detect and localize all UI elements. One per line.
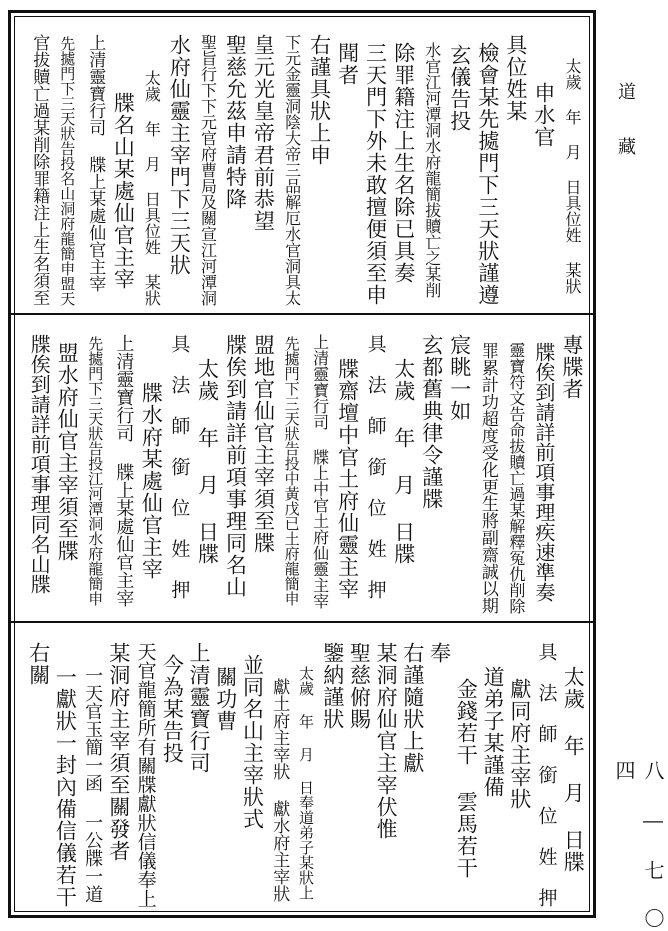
text-column: 先㨿門下三天狀告投中黃戊已土府龍簡申 (282, 336, 301, 606)
text-column: 水官江河潭洞水府龍簡拔贖亡之某削 (422, 42, 442, 298)
text-column: 先㨿門下三天狀告投江河潭洞水府龍簡申 (86, 336, 105, 606)
text-column: 某洞府主宰須至關發者 (106, 642, 131, 862)
text-column: 具 法 師 銜 位 姓 押 (364, 334, 387, 599)
text-column: 罪累計功超度受化更生將副齋誠以期 (477, 342, 498, 614)
text-column: 右謹隨狀上獻 (400, 642, 425, 774)
text-column: 太歲 年 月 日牒 (561, 666, 586, 873)
text-column: 上清靈寶行司 牒上某處仙官主宰 (113, 334, 135, 607)
text-column: 奉 (427, 642, 452, 664)
text-column: 上清靈寶行司 (187, 642, 212, 774)
text-column: 聖慈俯賜 (347, 642, 372, 730)
text-column: 牒俟到請詳前項事理同名山牒 (27, 334, 52, 594)
text-column: 上清靈寶行司 牒上中官土府仙靈主宰 (310, 334, 330, 609)
section-divider-2 (8, 621, 596, 623)
text-column: 太歲 年 月 日牒 (195, 358, 220, 565)
text-column: 下元金靈洞陰大帝三品解厄水官洞具太 (282, 34, 302, 306)
text-column: 道弟子某謹備 (481, 666, 506, 798)
text-column: 上清靈寶行司 牒上某處仙官主宰 (85, 34, 106, 292)
text-column: 天官龍簡所有關牒獻狀信儀奉上 (134, 642, 157, 908)
text-column: 右謹具狀上申 (307, 34, 332, 166)
text-column: 獻同府主宰狀 (507, 678, 532, 810)
text-column: 具 法 師 銜 位 姓 押 (535, 642, 558, 907)
section-divider-1 (8, 313, 596, 315)
text-column: 牒俟到請詳前項事理同名山 (223, 334, 248, 598)
text-column: 太歲 年 月 日具位姓 某狀 (562, 58, 582, 294)
text-column: 關功曹 (213, 666, 238, 732)
margin-title: 道 藏 (615, 82, 636, 163)
text-column: 太歲 年 月 日奉道弟子某狀上 (296, 666, 315, 900)
text-column: 聞者 (335, 42, 360, 86)
text-column: 除罪籍注上生名除已具奏 (391, 42, 416, 284)
text-column: 宸眺一如 (447, 334, 472, 422)
section-2 (16, 322, 588, 614)
text-column: 盟水府仙官主宰須至牒 (55, 342, 80, 562)
section-3 (16, 630, 588, 912)
text-column: 鑒納謹狀 (320, 642, 345, 730)
text-column: 牒水府某處仙官主宰 (139, 382, 164, 580)
text-column: 先㨿門下三天狀告投名山洞府龍簡申盟天 (58, 36, 77, 306)
page-number: 八 ― 七 〇 四 (612, 760, 665, 930)
text-column: 太歲 年 月 日具位姓 某狀 (142, 70, 162, 306)
text-column: 檢會某先㨿門下三天狀謹遵 (475, 42, 500, 306)
text-column: 某洞府仙官主宰伏惟 (374, 642, 399, 840)
text-column: 玄儀告投 (447, 44, 472, 132)
text-column: 牒俟到請詳前項事理疾速準奏 (531, 342, 556, 602)
text-column: 獻土府主宰狀 獻水府主宰狀 (269, 678, 290, 902)
text-column: 一天官玉簡一函 一公牒一道 (82, 666, 104, 903)
text-column: 右關 (26, 642, 51, 686)
text-column: 皇元光皇帝君前恭望 (251, 34, 276, 232)
text-column: 一獻狀一封內備信儀若干 (53, 666, 78, 908)
text-column: 聖慈允茲申請特降 (223, 34, 248, 210)
text-column: 申水官 (531, 82, 556, 148)
text-column: 盟地官仙官主宰須至牒 (251, 334, 276, 554)
text-column: 靈寶符文告命拔贖亡過某解釋冤仇削除 (506, 342, 526, 614)
section-1 (16, 22, 588, 306)
text-column: 水府仙靈主宰門下三天狀 (167, 34, 192, 276)
text-column: 具 法 師 銜 位 姓 押 (168, 334, 191, 599)
text-column: 牒齋壇中官土府仙靈主宰 (335, 358, 360, 600)
text-column: 官拔贖亡過某削除罪籍注上生名須至 (29, 34, 50, 306)
text-column: 聖旨行下下元官府曹局及關宣江河潭洞 (198, 34, 218, 306)
text-column: 玄都舊典律令謹牒 (419, 334, 444, 510)
text-column: 今為某告投 (160, 654, 185, 764)
text-column: 專牒者 (559, 334, 584, 400)
text-column: 金錢若干 雲馬若干 (454, 678, 479, 879)
text-column: 三天門下外未敢擅便須至申 (363, 42, 388, 306)
text-column: 太歲 年 月 日牒 (391, 358, 416, 565)
text-column: 牒名山某處仙官主宰 (111, 92, 136, 290)
text-column: 具位姓某 (503, 34, 528, 122)
text-column: 並同名山主宰狀式 (240, 654, 265, 830)
